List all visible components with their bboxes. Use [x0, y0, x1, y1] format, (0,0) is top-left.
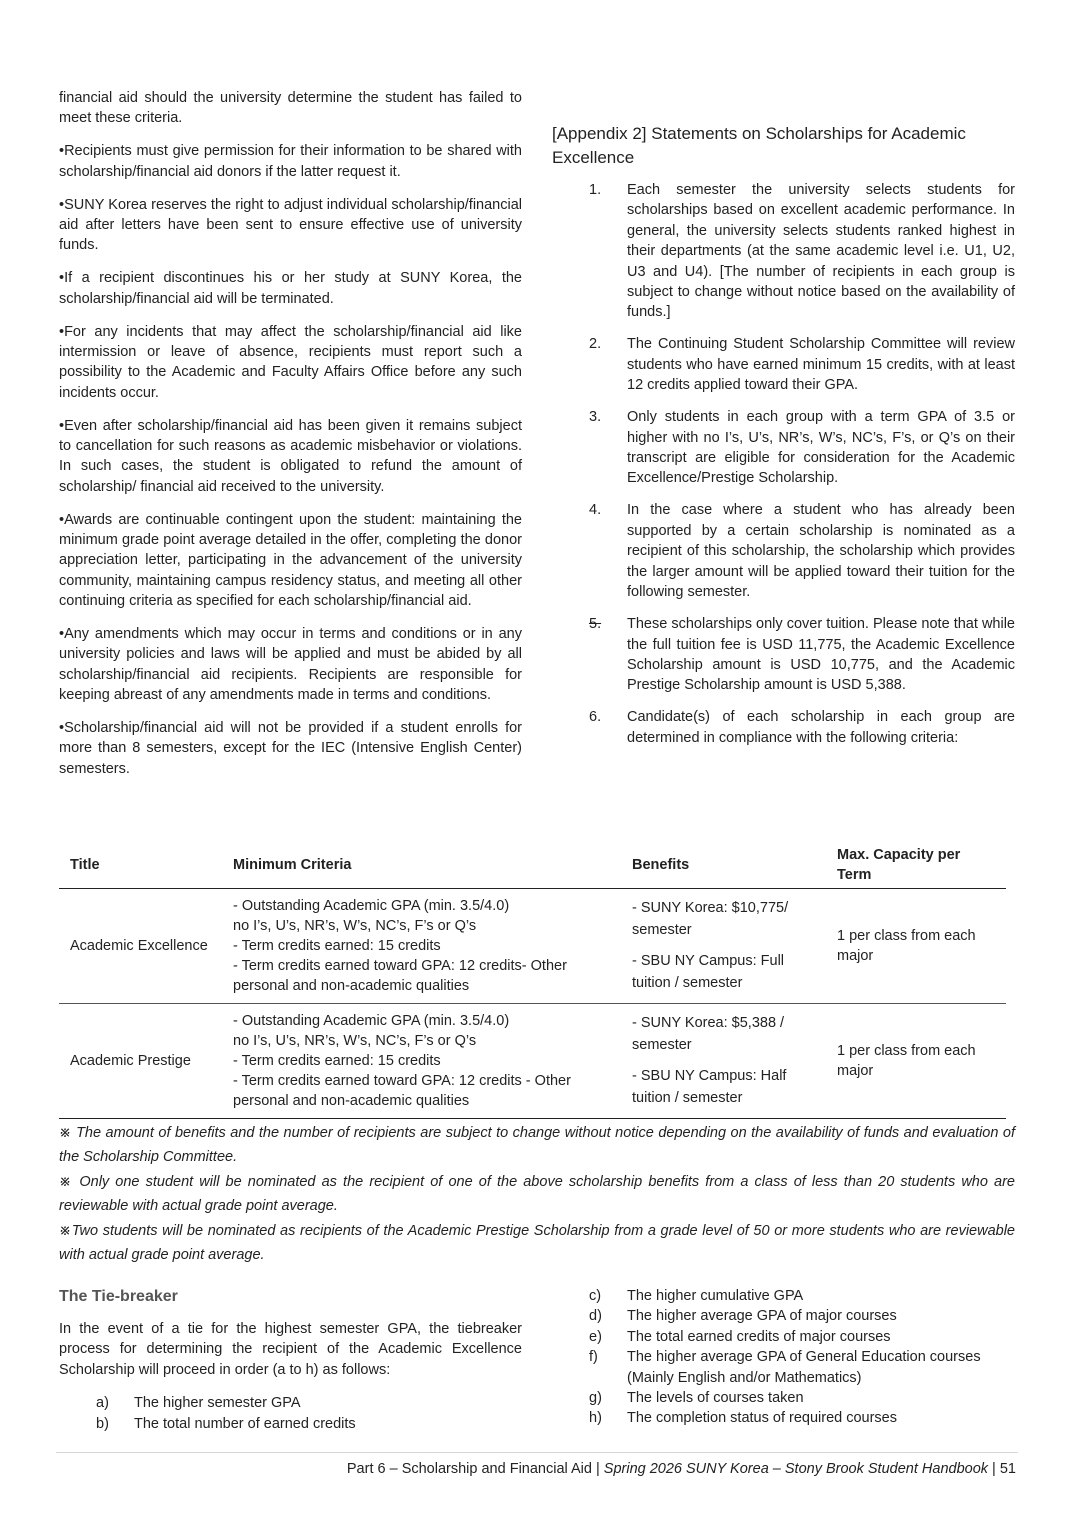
note: ※Two students will be nominated as recipients of the Academic Prestige Scholarship from a grade level of 50 or more students who are reviewable with actual grade point average.: [59, 1223, 1015, 1263]
item-text: Candidate(s) of each scholarship in each group are determined in compliance with the following criteria:: [627, 709, 1015, 746]
item-label: h): [589, 1410, 602, 1427]
item-text: The higher average GPA of General Education courses (Mainly English and/or Mathematics): [627, 1349, 981, 1386]
item-text: The higher cumulative GPA: [627, 1288, 804, 1304]
footer-separator: |: [595, 1461, 600, 1477]
bullet-paragraph: •SUNY Korea reserves the right to adjust individual scholarship/financial aid after letters have been sent to ensure effective use of university funds.: [59, 196, 522, 254]
item-text: Only students in each group with a term GPA of 3.5 or higher with no I’s, U’s, NR’s, W’s, NC’s, F’s, or Q’s on their transcript are eligible for consideration for the Academic Excellence/Prestige Scholarship.: [627, 409, 1015, 487]
criteria-line: no I’s, U’s, NR’s, W’s, NC’s, F’s or Q’s: [233, 1033, 477, 1049]
page-footer: [347, 1459, 1016, 1479]
item-text: The Continuing Student Scholarship Committee will review students who have earned minimum 15 credits, with at least 12 credits applied toward their GPA.: [627, 336, 1015, 394]
criteria-cell: [222, 1004, 621, 1119]
item-number: 6.: [589, 709, 602, 726]
table-header-row: [59, 842, 1006, 889]
item-label: b): [96, 1415, 109, 1432]
item-text: The total earned credits of major courses: [627, 1328, 891, 1345]
item-text: These scholarships only cover tuition. Please note that while the full tuition fee is USD 11,775, the Academic Excellence Scholarship amount is USD 10,775, and the Academic Prestige Scholarship amount is USD 5,388.: [627, 616, 1015, 694]
bullet-paragraph: •Even after scholarship/financial aid has been given it remains subject to cancellation for such reasons as academic misbehavior or violations. In such cases, the student is obligated to refund the amount of scholarship/ financial aid received to the university.: [59, 417, 522, 495]
item-label: c): [589, 1288, 602, 1304]
item-text: The higher semester GPA: [134, 1395, 301, 1412]
list-item: [552, 1286, 1015, 1306]
criteria-line: - Outstanding Academic GPA (min. 3.5/4.0): [233, 1013, 510, 1029]
list-item: [59, 1414, 522, 1434]
column-header: Title: [59, 842, 222, 889]
criteria-cell: [222, 889, 621, 1004]
column-header: Minimum Criteria: [222, 842, 621, 889]
list-item: [552, 407, 1015, 489]
item-number: 3.: [589, 409, 602, 426]
benefits-cell: [621, 1004, 826, 1119]
criteria-line: - Term credits earned: 15 credits: [233, 938, 441, 954]
capacity-cell: 1 per class from each major: [826, 1004, 1006, 1119]
column-header: Benefits: [621, 842, 826, 889]
appendix-section: [552, 122, 1015, 760]
column-header: Max. Capacity per Term: [826, 842, 1006, 889]
item-label: a): [96, 1395, 109, 1412]
bullet-paragraph: •Awards are continuable contingent upon the student: maintaining the minimum grade point average detailed in the offer, completing the donor appreciation letter, participating in the advancement of the university community, maintaining campus residency status, and meeting all other continuing criteria as specified for each scholarship/financial aid.: [59, 511, 522, 610]
section-heading: The Tie-breaker: [59, 1288, 178, 1305]
item-label: g): [589, 1390, 602, 1407]
tiebreaker-section: [59, 1287, 522, 1434]
list-item: [552, 707, 1015, 748]
note: ※ The amount of benefits and the number of recipients are subject to change without notice depending on the availability of funds and evaluation of the Scholarship Committee.: [59, 1125, 1015, 1165]
tiebreaker-list-continued: [552, 1286, 1015, 1429]
scholarship-title: Academic Excellence: [59, 889, 222, 1004]
list-item: [552, 1306, 1015, 1326]
item-number: 4.: [589, 502, 602, 519]
list-item: [552, 1347, 1015, 1388]
item-label: f): [589, 1349, 598, 1366]
item-number: 1.: [589, 182, 602, 198]
benefit-line: - SUNY Korea: $5,388 / semester: [632, 1015, 785, 1053]
benefits-cell: [621, 889, 826, 1004]
table-row: [59, 889, 1006, 1004]
criteria-line: no I’s, U’s, NR’s, W’s, NC’s, F’s or Q’s: [233, 918, 477, 934]
left-column: [59, 88, 522, 792]
list-item: [552, 1408, 1015, 1428]
scholarship-title: Academic Prestige: [59, 1004, 222, 1119]
item-label: d): [589, 1308, 602, 1325]
list-item: [552, 1388, 1015, 1408]
list-item: [552, 1327, 1015, 1347]
item-text: The levels of courses taken: [627, 1390, 804, 1407]
note: ※ Only one student will be nominated as the recipient of one of the above scholarship benefits from a class of less than 20 students who are reviewable with actual grade point average.: [59, 1174, 1015, 1214]
footer-divider: [56, 1452, 1018, 1453]
footer-part: Part 6 – Scholarship and Financial Aid: [346, 1461, 592, 1477]
item-label: e): [589, 1328, 602, 1345]
benefit-line: - SUNY Korea: $10,775/ semester: [632, 900, 789, 938]
appendix-list: [552, 180, 1015, 748]
footer-handbook-title: Spring 2026 SUNY Korea – Stony Brook Student Handbook: [603, 1461, 989, 1477]
item-text: The total number of earned credits: [134, 1415, 356, 1432]
benefit-line: - SBU NY Campus: Full tuition / semester: [632, 953, 785, 991]
item-number: 2.: [589, 336, 602, 353]
appendix-title: [Appendix 2] Statements on Scholarships for Academic Excellence: [552, 124, 966, 167]
tiebreaker-intro: In the event of a tie for the highest semester GPA, the tiebreaker process for determining the recipient of the Academic Excellence Scholarship will proceed in order (a to h) as follows:: [59, 1321, 522, 1378]
tiebreaker-list: [59, 1393, 522, 1434]
list-item: [552, 180, 1015, 323]
capacity-cell: 1 per class from each major: [826, 889, 1006, 1004]
criteria-line: - Term credits earned toward GPA: 12 credits - Other personal and non-academic qualities: [233, 1073, 571, 1109]
item-text: In the case where a student who has already been supported by a certain scholarship is nominated as a recipient of this scholarship, the scholarship which provides the larger amount will be applied toward their tuition for the following semester.: [627, 502, 1015, 601]
item-text: The completion status of required courses: [627, 1410, 897, 1427]
table-row: [59, 1004, 1006, 1119]
criteria-line: - Outstanding Academic GPA (min. 3.5/4.0): [233, 898, 510, 914]
item-text: Each semester the university selects students for scholarships based on excellent academic performance. In general, the university selects students ranked highest in their departments (at the same academic level i.e. U1, U2, U3 and U4). [The number of recipients in each group is subject to change without notice based on the availability of funds.]: [627, 182, 1015, 321]
bullet-paragraph: •If a recipient discontinues his or her study at SUNY Korea, the scholarship/financial aid will be terminated.: [59, 270, 522, 307]
bullet-paragraph: •Any amendments which may occur in terms and conditions or in any university policies and laws will be applied and must be abided by all scholarship/financial aid recipients. Recipients are responsible for keeping abreast of any amendments made in terms and conditions.: [59, 626, 522, 703]
paragraph: financial aid should the university determine the student has failed to meet these criteria.: [59, 90, 522, 127]
bullet-paragraph: •For any incidents that may affect the scholarship/financial aid like intermission or leave of absence, recipients must report such a possibility to the Academic and Faculty Affairs Office before any such incidents occur.: [59, 323, 522, 401]
item-text: The higher average GPA of major courses: [627, 1308, 897, 1325]
list-item: [552, 614, 1015, 696]
table-notes: [59, 1122, 1015, 1269]
criteria-line: - Term credits earned: 15 credits: [233, 1053, 441, 1069]
page-number: 51: [999, 1461, 1016, 1477]
footer-separator: |: [992, 1461, 996, 1477]
item-number: 5.: [589, 616, 602, 633]
list-item: [59, 1393, 522, 1413]
benefit-line: - SBU NY Campus: Half tuition / semester: [632, 1068, 787, 1106]
bullet-paragraph: •Recipients must give permission for their information to be shared with scholarship/financial aid donors if the latter request it.: [59, 143, 522, 180]
criteria-line: - Term credits earned toward GPA: 12 credits- Other personal and non-academic qualities: [233, 958, 567, 994]
scholarship-table: [59, 842, 1006, 1119]
list-item: [552, 334, 1015, 395]
list-item: [552, 500, 1015, 602]
bullet-paragraph: •Scholarship/financial aid will not be provided if a student enrolls for more than 8 semesters, except for the IEC (Intensive English Center) semesters.: [59, 720, 522, 777]
